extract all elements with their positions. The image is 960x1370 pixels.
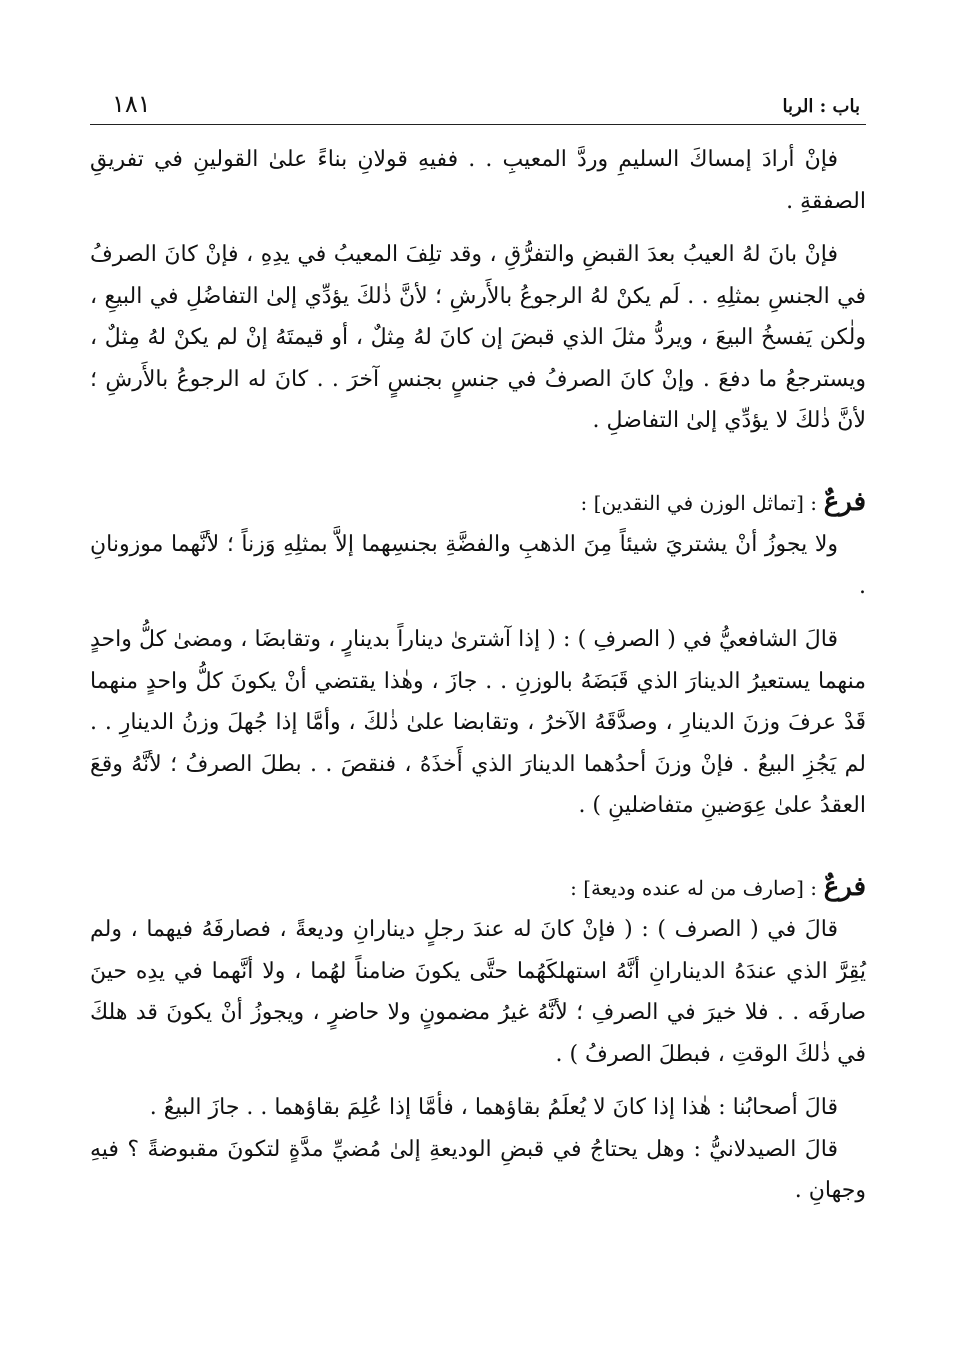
paragraph-4: قالَ الشافعيُّ في ( الصرفِ ) : ( إذا آشترىٰ ديناراً بدينارٍ ، وتقابضَا ، ومضىٰ كلُّ واحدٍ منهما يستعيرُ الدينارَ الذي قَبَضَهُ بالوزنِ . . جازَ ، وهٰذا يقتضي أنْ يكونَ كلُّ واحدٍ منهما قَدْ عرفَ وزنَ الدينارِ ، وصدَّقَهُ الآخرُ ، وتقابضا علىٰ ذٰلكَ ، وأمَّا إذا جُهلَ وزنُ الدينارِ . . لم يَجُزِ البيعُ . فإنْ وزنَ أحدُهما الدينارَ الذي أَخذَهُ ، فنقصَ . . بطلَ الصرفُ ؛ لأنَّهُ وقعَ العقدُ علىٰ عِوَضينِ متفاضلينِ ) .: [90, 627, 866, 818]
section-heading-1-word: فرعٌ: [823, 486, 866, 517]
chapter-title: باب : الربا: [782, 96, 860, 117]
paragraph-1: فإنْ أرادَ إمساكَ السليمِ وردَّ المعيبِ . . ففيهِ قولانِ بناءً علىٰ القولينِ في تفريقِ الصفقةِ .: [90, 147, 866, 214]
paragraph-2: فإنْ بانَ لهُ العيبُ بعدَ القبضِ والتفرُّقِ ، وقد تلِفَ المعيبُ في يدِهِ ، فإنْ كانَ الصرفُ في الجنسِ بمثلِهِ . . لَم يكنْ لهُ الرجوعُ بالأَرشِ ؛ لأنَّ ذٰلكَ يؤدِّي إلىٰ التفاضُلِ في البيعِ ، ولٰكن يَفسخُ البيعَ ، ويردُّ مثلَ الذي قبضَ إن كانَ لهُ مِثلٌ ، أو قيمتَهُ إنْ لم يكنْ لهُ مِثلٌ ، ويسترجعُ ما دفعَ . وإنْ كانَ الصرفُ في جنسٍ بجنسٍ آخرَ . . كانَ له الرجوعُ بالأَرشِ ؛ لأنَّ ذٰلكَ لا يؤدِّي إلىٰ التفاضلِ .: [90, 242, 866, 433]
section-heading-2-word: فرعٌ: [823, 871, 866, 902]
page-body: [90, 139, 866, 1212]
paragraph-5: قالَ في ( الصرف ) : ( فإنْ كانَ له عندَ رجلٍ دينارانِ وديعةً ، فصارفَهُ فيهما ، ولم يُقِرَّ الذي عندَهُ الدينارانِ أنَّهُ استهلكَهُما حتَّى يكونَ ضامناً لهُما ، ولا أنَّهما في يدِه حينَ صارفَه . . فلا خيرَ في الصرفِ ؛ لأنَّهُ غيرُ مضمونٍ ولا حاضرٍ ، ويجوزُ أنْ يكونَ قد هلكَ في ذٰلكَ الوقتِ ، فبطلَ الصرفُ ) .: [90, 917, 866, 1067]
document-page: [90, 88, 866, 1212]
paragraph-7: قالَ الصيدلانيُّ : وهل يحتاجُ في قبضِ الوديعةِ إلىٰ مُضيِّ مدَّةٍ لتكونَ مقبوضةً ؟ فيهِ وجهانِ .: [90, 1136, 866, 1203]
section-heading-2: [90, 867, 866, 910]
section-heading-1-title: : [تماثل الوزن في النقدين] :: [580, 490, 818, 515]
paragraph-6: قالَ أصحابُنا : هٰذا إذا كانَ لا يُعلَمُ بقاؤهما ، فأمَّا إذا عُلِمَ بقاؤهما . . جازَ البيعُ .: [149, 1095, 838, 1120]
section-heading-1: [90, 482, 866, 525]
page-number: ١٨١: [112, 90, 151, 118]
paragraph-3: ولا يجوزُ أنْ يشتريَ شيئاً مِنَ الذهبِ والفضَّةِ بجنسِهما إلاَّ بمثلِهِ وَزناً ؛ لأنَّهما موزونانِ .: [90, 532, 866, 599]
running-header: [90, 88, 866, 125]
section-heading-2-title: : [صارف من له عنده وديعة] :: [570, 875, 818, 900]
